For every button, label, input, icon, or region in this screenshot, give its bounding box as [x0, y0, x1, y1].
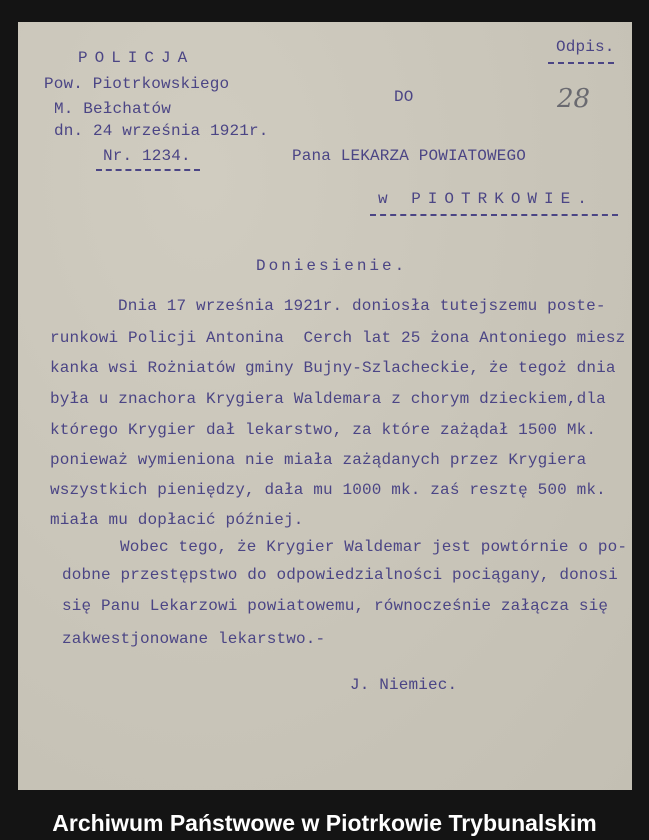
body-line: Dnia 17 września 1921r. doniosła tutejszemu poste-	[118, 297, 606, 315]
town-line: M. Bełchatów	[54, 100, 172, 118]
body-line: kanka wsi Rożniatów gminy Bujny-Szlacheckie, że tegoż dnia	[50, 359, 616, 377]
institution-heading: POLICJA	[78, 49, 195, 67]
recipient-line: Pana LEKARZA POWIATOWEGO	[292, 147, 527, 165]
body-line: runkowi Policji Antonina Cerch lat 25 żona Antoniego miesz	[50, 329, 626, 347]
reference-number: Nr. 1234.	[103, 147, 191, 165]
document-title: Doniesienie.	[256, 257, 408, 275]
copy-mark: Odpis.	[556, 38, 615, 56]
place-underline	[370, 214, 618, 216]
copy-underline	[548, 62, 614, 64]
district-line: Pow. Piotrkowskiego	[44, 75, 230, 93]
body-line: miała mu dopłacić później.	[50, 511, 304, 529]
body-line: się Panu Lekarzowi powiatowemu, równocześnie załącza się	[62, 597, 609, 615]
body-line: wszystkich pieniędzy, dała mu 1000 mk. zaś resztę 500 mk.	[50, 481, 606, 499]
body-line: była u znachora Krygiera Waldemara z chorym dzieckiem,dla	[50, 390, 606, 408]
date-line: dn. 24 września 1921r.	[54, 122, 269, 140]
body-line: dobne przestępstwo do odpowiedzialności pociągany, donosi	[62, 566, 618, 584]
body-line: Wobec tego, że Krygier Waldemar jest powtórnie o po-	[120, 538, 628, 556]
number-underline	[96, 169, 200, 171]
body-line: którego Krygier dał lekarstwo, za które zażądał 1500 Mk.	[50, 421, 597, 439]
to-label: DO	[394, 88, 414, 106]
handwritten-page-number: 28	[557, 84, 591, 114]
body-line: zakwestjonowane lekarstwo.-	[62, 630, 326, 648]
recipient-place: w PIOTRKOWIE.	[378, 190, 594, 208]
archive-footer: Archiwum Państwowe w Piotrkowie Trybunalskim	[52, 810, 597, 836]
signature: J. Niemiec.	[350, 676, 458, 694]
body-line: ponieważ wymieniona nie miała zażądanych przez Krygiera	[50, 451, 587, 469]
